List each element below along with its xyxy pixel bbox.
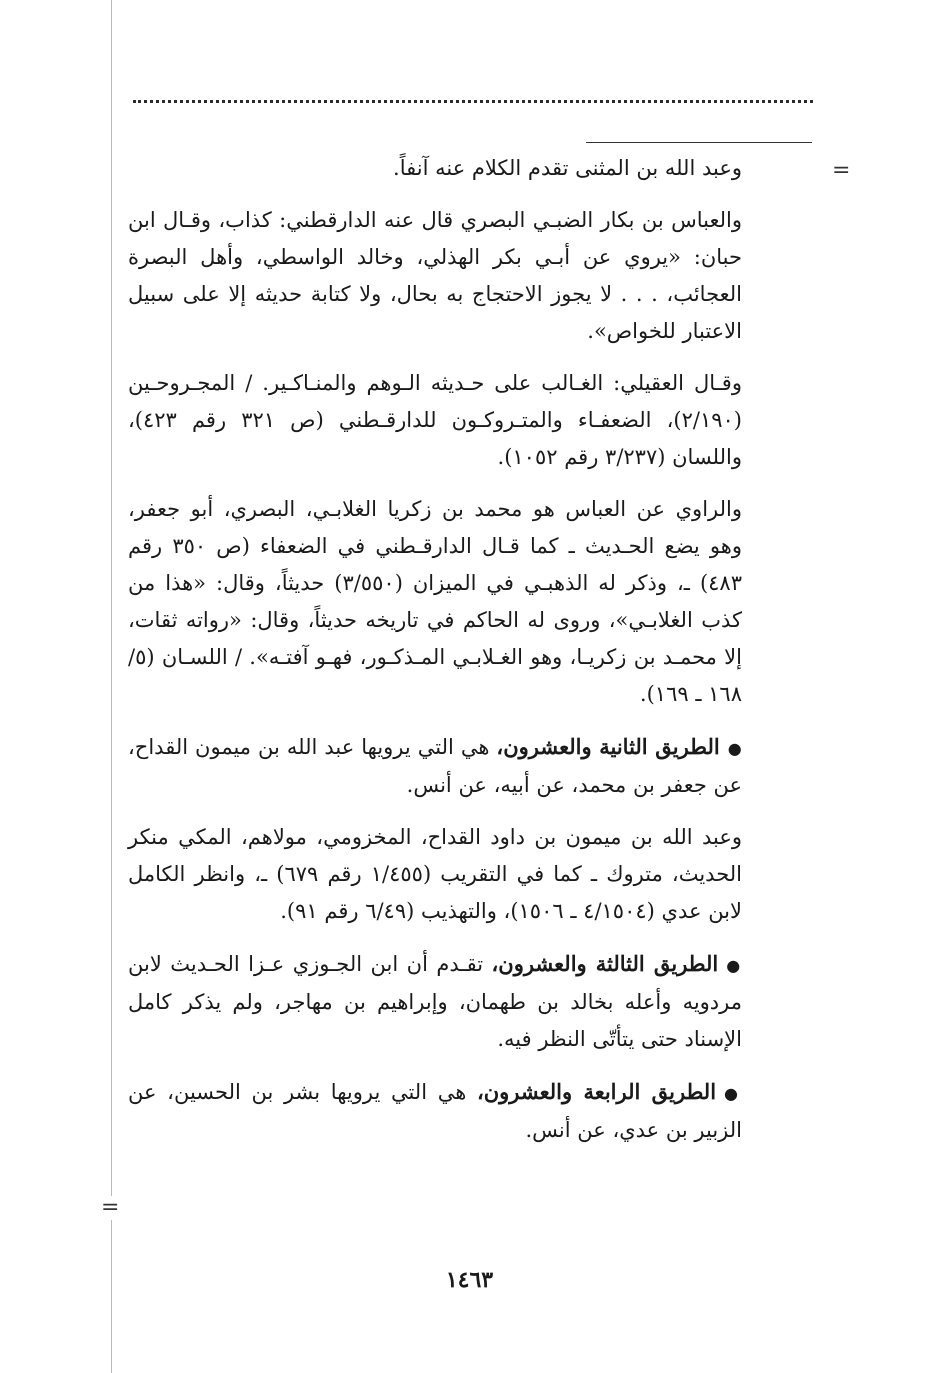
page-gutter-line [111,0,112,1373]
page-number: ١٤٦٣ [445,1267,494,1293]
section-heading: الطريق الثانية والعشرون، [496,734,720,759]
paragraph-5 [128,728,742,804]
paragraph-2: والعباس بن بكار الضبـي البصري قال عنه الدارقطني: كذاب، وقـال ابن حبان: «يروي عن أبـي بكر الهذلي، وخالد الواسطي، وأهل البصرة العجائب، . . . لا يجوز الاحتجاج به بحال، ولا كتابة حديثه إلا على سبيل الاعتبار للخواص». [128,208,742,343]
dotted-separator [133,100,813,103]
bullet-icon: ● [726,956,742,975]
paragraph-text: هي التي يرويها بشر بن الحسين، عن الزبير بن عدي، عن أنس. [128,1080,742,1142]
paragraph-3: وقـال العقيلي: الغـالب على حـديثه الـوهم والمنـاكـير. / المجـروحـين (٢/١٩٠)، الضعفـاء والمتـروكـون للدارقـطني (ص ٣٢١ رقم ٤٢٣)، واللسان (٣/٢٣٧ رقم ١٠٥٢). [128,371,742,469]
bullet-icon: ● [724,1084,742,1103]
continuation-mark-bottom: = [101,1195,120,1220]
footnote-body [128,150,742,1164]
footnote-rule [586,142,812,143]
paragraph-text: تقـدم أن ابن الجـوزي عـزا الحـديث لابن مردويه وأعله بخالد بن طهمان، وإبراهيم بن مهاجر، ولم يذكر كامل الإسناد حتى يتأتّى النظر فيه. [128,952,742,1051]
bullet-icon: ● [727,739,742,758]
paragraph-8 [128,1073,742,1149]
section-heading: الطريق الثالثة والعشرون، [491,951,719,976]
paragraph-6: وعبد الله بن ميمون بن داود القداح، المخزومي، مولاهم، المكي منكر الحديث، متروك ـ كما في التقريب (١/٤٥٥ رقم ٦٧٩) ـ، وانظر الكامل لابن عدي (٤/١٥٠٤ ـ ١٥٠٦)، والتهذيب (٦/٤٩ رقم ٩١). [128,825,742,923]
paragraph-text: هي التي يرويها عبد الله بن ميمون القداح، عن جعفر بن محمد، عن أبيه، عن أنس. [128,735,742,797]
section-heading: الطريق الرابعة والعشرون، [476,1079,717,1104]
paragraph-1: وعبد الله بن المثنى تقدم الكلام عنه آنفاً. [393,156,742,180]
paragraph-7 [128,945,742,1058]
paragraph-4: والراوي عن العباس هو محمد بن زكريا الغلابـي، البصري، أبو جعفر، وهو يضع الحـديث ـ كما قـال الدارقـطني في الضعفاء (ص ٣٥٠ رقم ٤٨٣) ـ، وذكر له الذهبـي في الميزان (٣/٥٥٠) حديثاً، وقال: «هذا من كذب الغلابـي»، وروى له الحاكم في تاريخه حديثاً، وقال: «رواته ثقات، إلا محمـد بن زكريـا، وهو الغـلابـي المـذكـور، فهـو آفتـه». / اللسـان (٥/ ١٦٨ ـ ١٦٩). [128,497,742,706]
continuation-mark-top: = [832,158,851,183]
